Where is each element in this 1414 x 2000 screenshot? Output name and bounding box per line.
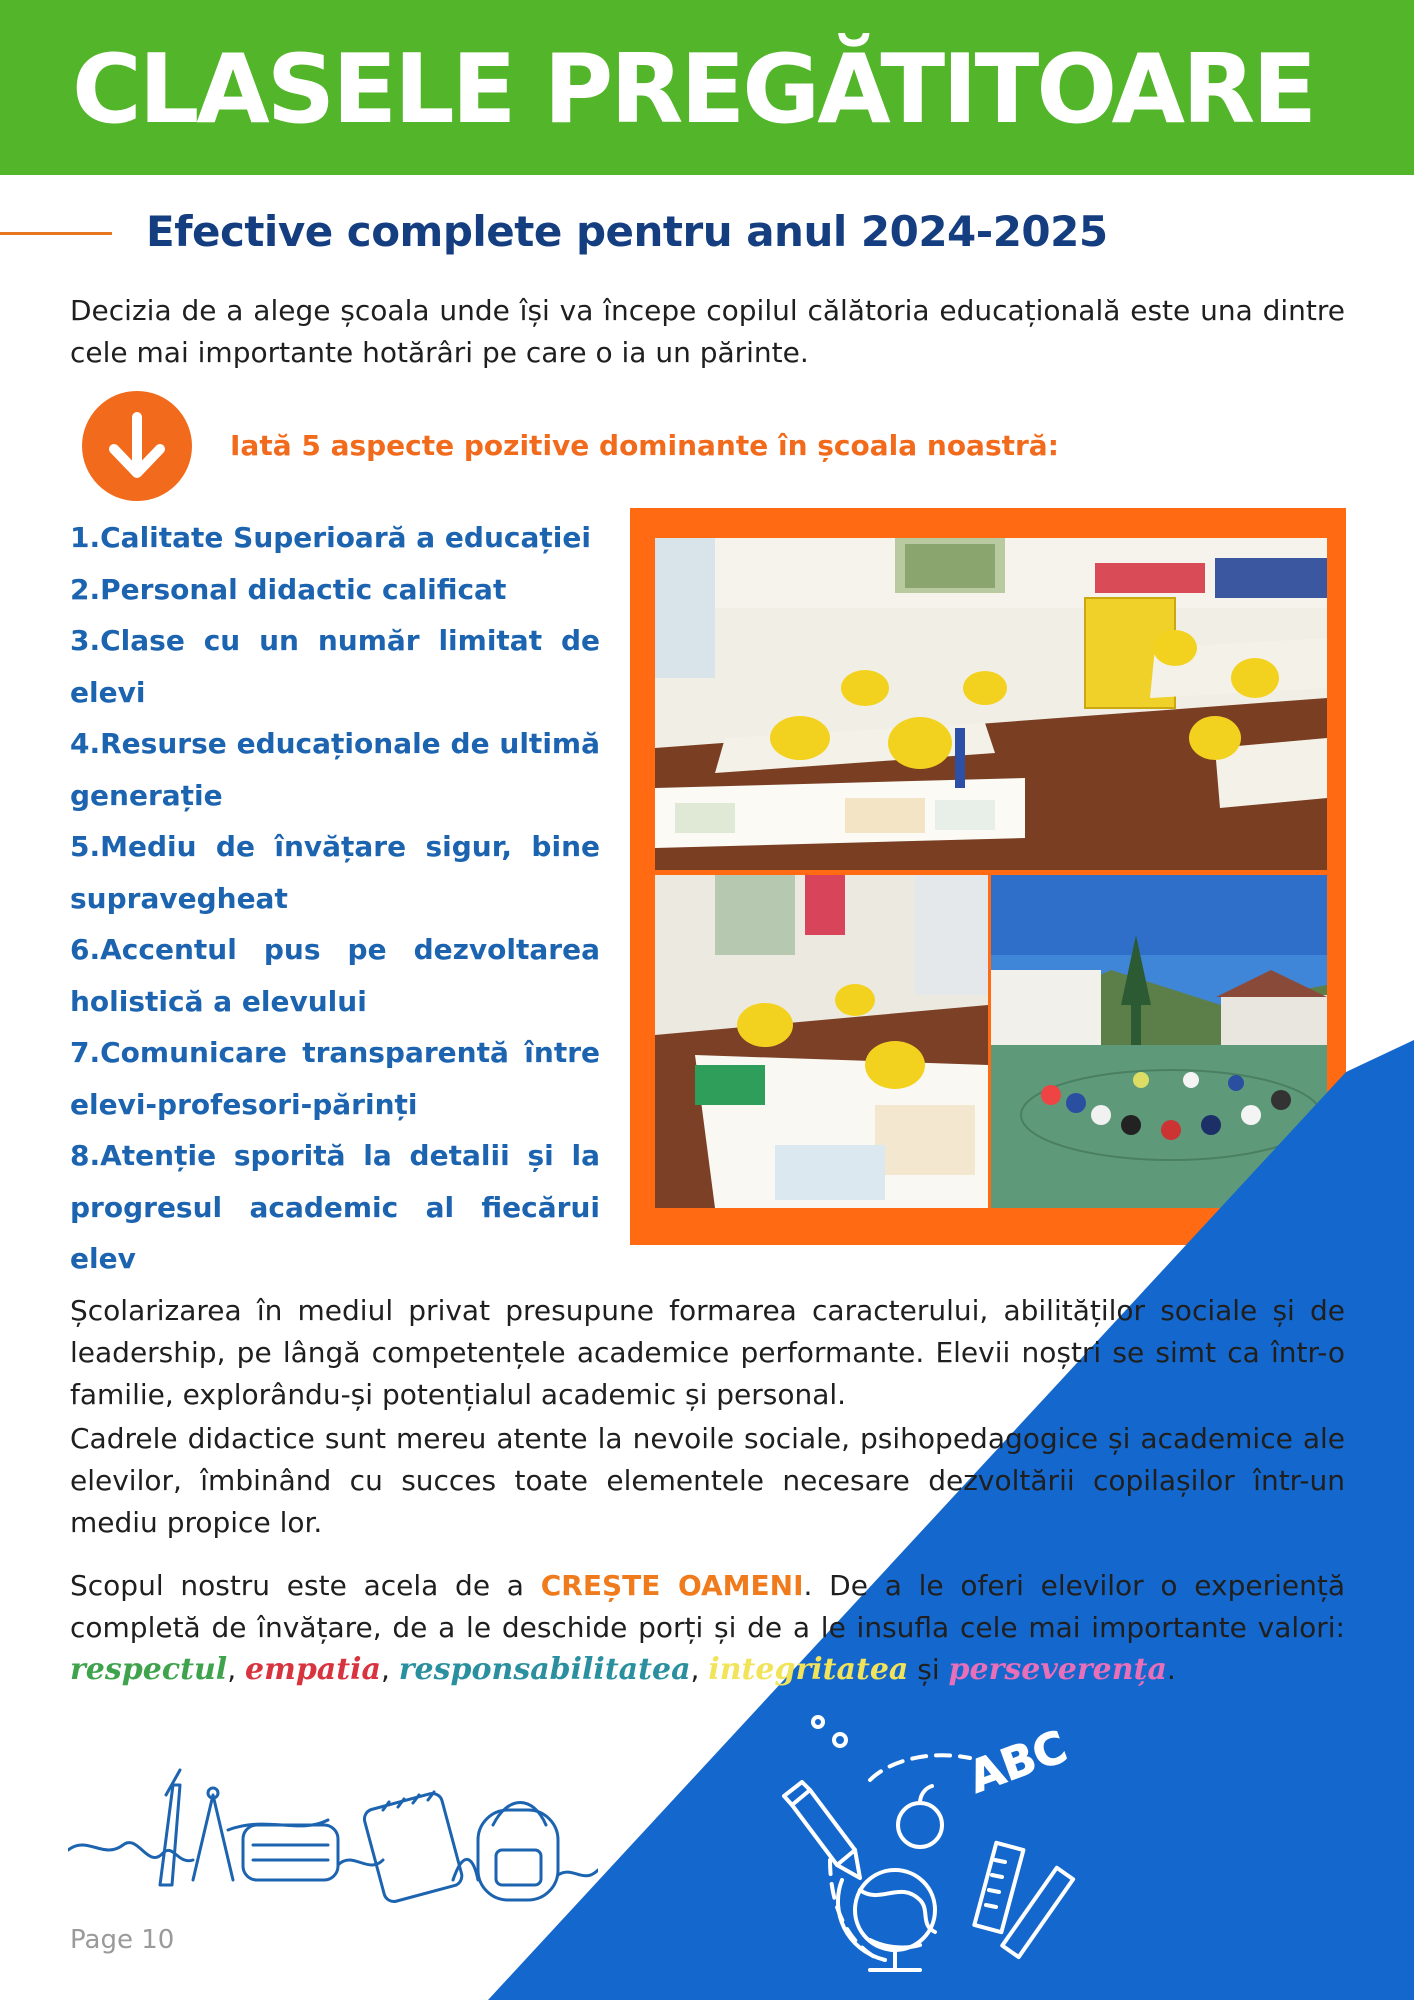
value-empathy: empatia [245, 1652, 381, 1687]
value-conjunction: și [908, 1653, 949, 1686]
page-number: Page 10 [70, 1925, 175, 1955]
value-separator: , [690, 1653, 709, 1686]
abc-doodle: ABC [962, 1721, 1074, 1804]
paragraph-purpose [70, 1565, 1345, 1691]
paragraph-private-schooling: Școlarizarea în mediul privat presupune formarea caracterului, abilităților sociale și de leadership, pe lângă competențele academice performante. Elevii noștri se simt ca într-o familie, explorându-și potențialul academic și personal. [70, 1294, 1345, 1411]
globe-doodle [838, 1870, 935, 1970]
list-item: 4.Resurse educaționale de ultimă generație [70, 727, 600, 812]
ruler-doodle [974, 1843, 1073, 1957]
purpose-text-middle: . De a le oferi elevilor o experiență completă de învățare, de a le deschide porți și de a le insufla cele mai importante valori: [70, 1569, 1345, 1644]
school-supplies-doodle [68, 1765, 598, 1915]
purpose-text-start: Scopul nostru este acela de a [70, 1569, 541, 1602]
paragraph-teachers: Cadrele didactice sunt mereu atente la nevoile sociale, psihopedagogice și academice ale elevilor, îmbinând cu succes toate elementele necesare dezvoltării copilașilor într-un mediu propice lor. [70, 1422, 1345, 1539]
purpose-text-end: . [1166, 1653, 1176, 1686]
value-responsibility: responsabilitatea [398, 1652, 691, 1687]
apple-doodle [898, 1786, 942, 1847]
list-item: 6.Accentul pus pe dezvoltarea holistică a elevului [70, 933, 600, 1018]
list-item: 7.Comunicare transparentă între elevi-profesori-părinți [70, 1036, 600, 1121]
value-respect: respectul [70, 1652, 228, 1687]
intro-paragraph: Decizia de a alege școala unde își va începe copilul călătoria educațională este una dintre cele mai importante hotărâri pe care o ia un părinte. [70, 294, 1345, 369]
list-item: 8.Atenție sporită la detalii și la progresul academic al fiecărui elev [70, 1139, 600, 1275]
value-separator: , [227, 1653, 245, 1686]
purpose-highlight: CREȘTE OAMENI [540, 1569, 804, 1602]
value-integrity: integritatea [708, 1652, 909, 1687]
section-subtitle: Efective complete pentru anul 2024-2025 [146, 207, 1108, 256]
education-doodle [770, 1710, 1090, 1980]
list-item: 5.Mediu de învățare sigur, bine supravegheat [70, 830, 600, 915]
list-item: 1.Calitate Superioară a educației [70, 521, 591, 554]
value-perseverance: perseverența [948, 1652, 1167, 1687]
list-item: 2.Personal didactic calificat [70, 572, 507, 606]
aspects-heading: Iată 5 aspecte pozitive dominante în școala noastră: [230, 429, 1059, 462]
bubble-doodle [813, 1717, 823, 1727]
page-title: CLASELE PREGĂTITOARE [72, 35, 1315, 145]
list-item: 3.Clase cu un număr limitat de elevi [70, 624, 600, 709]
pencil-doodle [784, 1782, 860, 1878]
value-separator: , [380, 1653, 399, 1686]
